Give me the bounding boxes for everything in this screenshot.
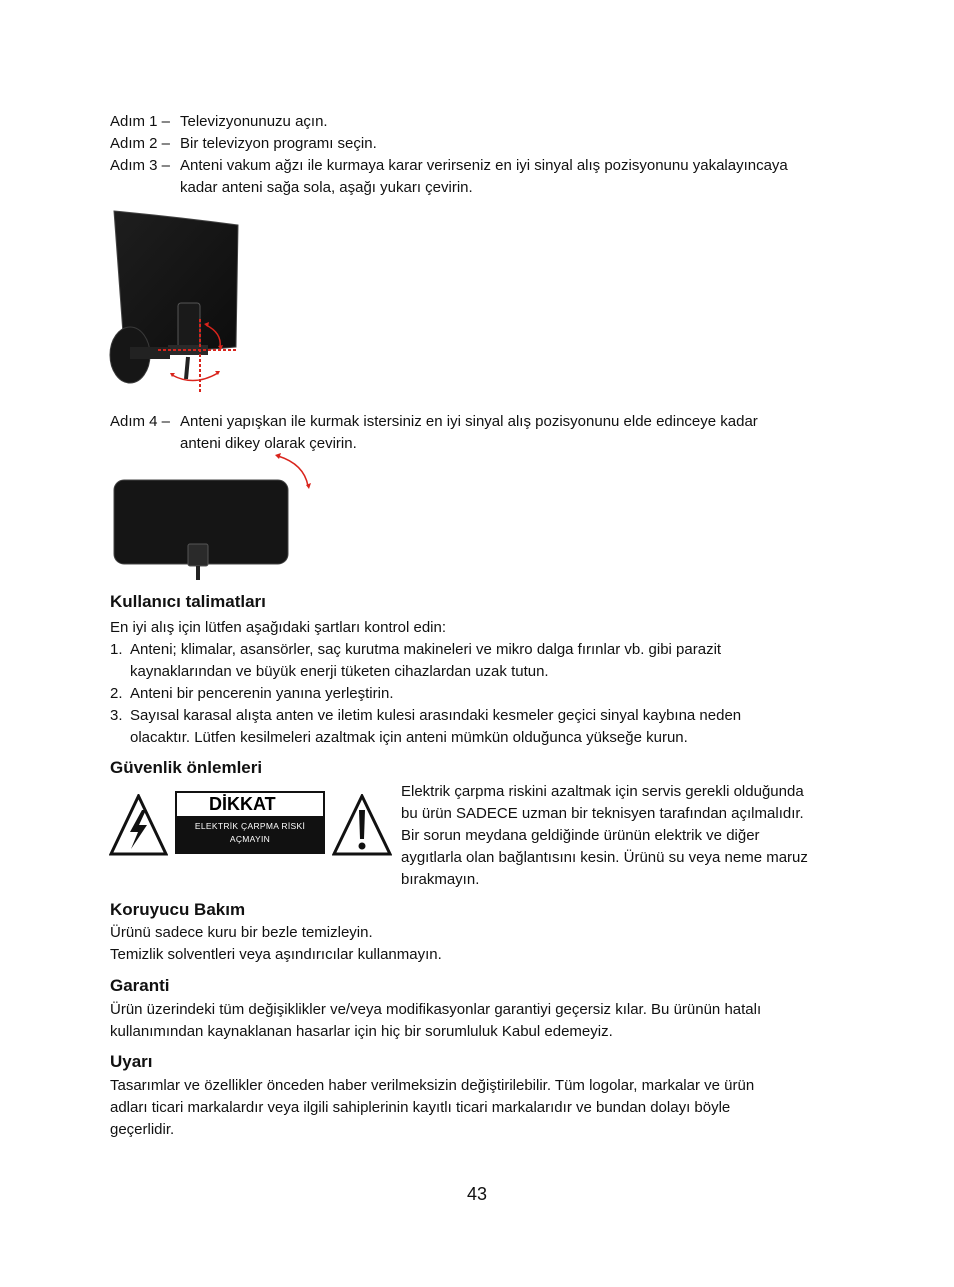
step-2: Adım 2 – Bir televizyon programı seçin. xyxy=(110,135,377,152)
safety-heading: Güvenlik önlemleri xyxy=(110,758,263,777)
page-number: 43 xyxy=(466,1184,488,1204)
warning-text: Tasarımlar ve özellikler önceden haber verilmeksizin değiştirilebilir. Tüm logolar, markalar ve ürün adları ticari markalardır veya ilgili sahiplerinin kayıtlı ticari markalarıdır ve bundan dolayı böyle geçerlidir. xyxy=(110,1077,755,1138)
warranty-text: Ürün üzerindeki tüm değişiklikler ve/veya modifikasyonlar garantiyi geçersiz kılar. Bu ürünün hatalı kullanımından kaynaklanan hasarlar için hiç bir sorumluluk Kabul edemeyiz. xyxy=(110,1001,762,1040)
user-instructions-heading: Kullanıcı talimatları xyxy=(110,592,266,611)
caution-label xyxy=(175,791,325,854)
step-3: Adım 3 – Anteni vakum ağzı ile kurmaya karar verirseniz en iyi sinyal alış pozisyonunu yakalayıncaya kadar anteni sağa sola, aşağı yukarı çevirin. xyxy=(110,157,788,196)
step-4: Adım 4 – Anteni yapışkan ile kurmak istersiniz en iyi sinyal alış pozisyonunu elde edinceye kadar anteni dikey olarak çevirin. xyxy=(110,413,758,452)
list-item: 2. Anteni bir pencerenin yanına yerleştirin. xyxy=(110,685,394,702)
lightning-warning-icon xyxy=(109,794,168,856)
antenna-suction-mount-image xyxy=(108,207,248,399)
step-1: Adım 1 – Televizyonunuzu açın. xyxy=(110,113,328,130)
exclamation-warning-icon xyxy=(332,794,392,856)
list-item: 1. Anteni; klimalar, asansörler, saç kurutma makineleri ve mikro dalga fırınlar vb. gibi parazit kaynaklarından ve büyük enerji tüketen cihazlardan uzak tutun. xyxy=(110,641,722,680)
care-heading: Koruyucu Bakım xyxy=(110,900,246,919)
user-instructions-intro: En iyi alış için lütfen aşağıdaki şartları kontrol edin: xyxy=(110,619,446,636)
list-item: 3. Sayısal karasal alışta anten ve iletim kulesi arasındaki kesmeler geçici sinyal kaybına neden olacaktır. Lütfen kesilmeleri azaltmak için anteni mümkün olduğunca yükseğe kurun. xyxy=(110,707,742,746)
caution-label-title: DİKKAT xyxy=(177,793,323,816)
antenna-adhesive-mount-image xyxy=(108,450,318,582)
warranty-heading: Garanti xyxy=(110,976,170,995)
warning-heading: Uyarı xyxy=(110,1052,153,1071)
care-text: Ürünü sadece kuru bir bezle temizleyin. Temizlik solventleri veya aşındırıcılar kullanmayın. xyxy=(110,924,442,963)
caution-label-subtitle: ELEKTRİK ÇARPMA RİSKİ AÇMAYIN xyxy=(194,821,306,844)
safety-text: Elektrik çarpma riskini azaltmak için servis gerekli olduğunda bu ürün SADECE uzman bir teknisyen tarafından açılmalıdır. Bir sorun meydana geldiğinde ürünün elektrik ve diğer aygıtlarla olan bağlantısını kesin. Ürünü su veya neme maruz bırakmayın. xyxy=(401,783,808,888)
